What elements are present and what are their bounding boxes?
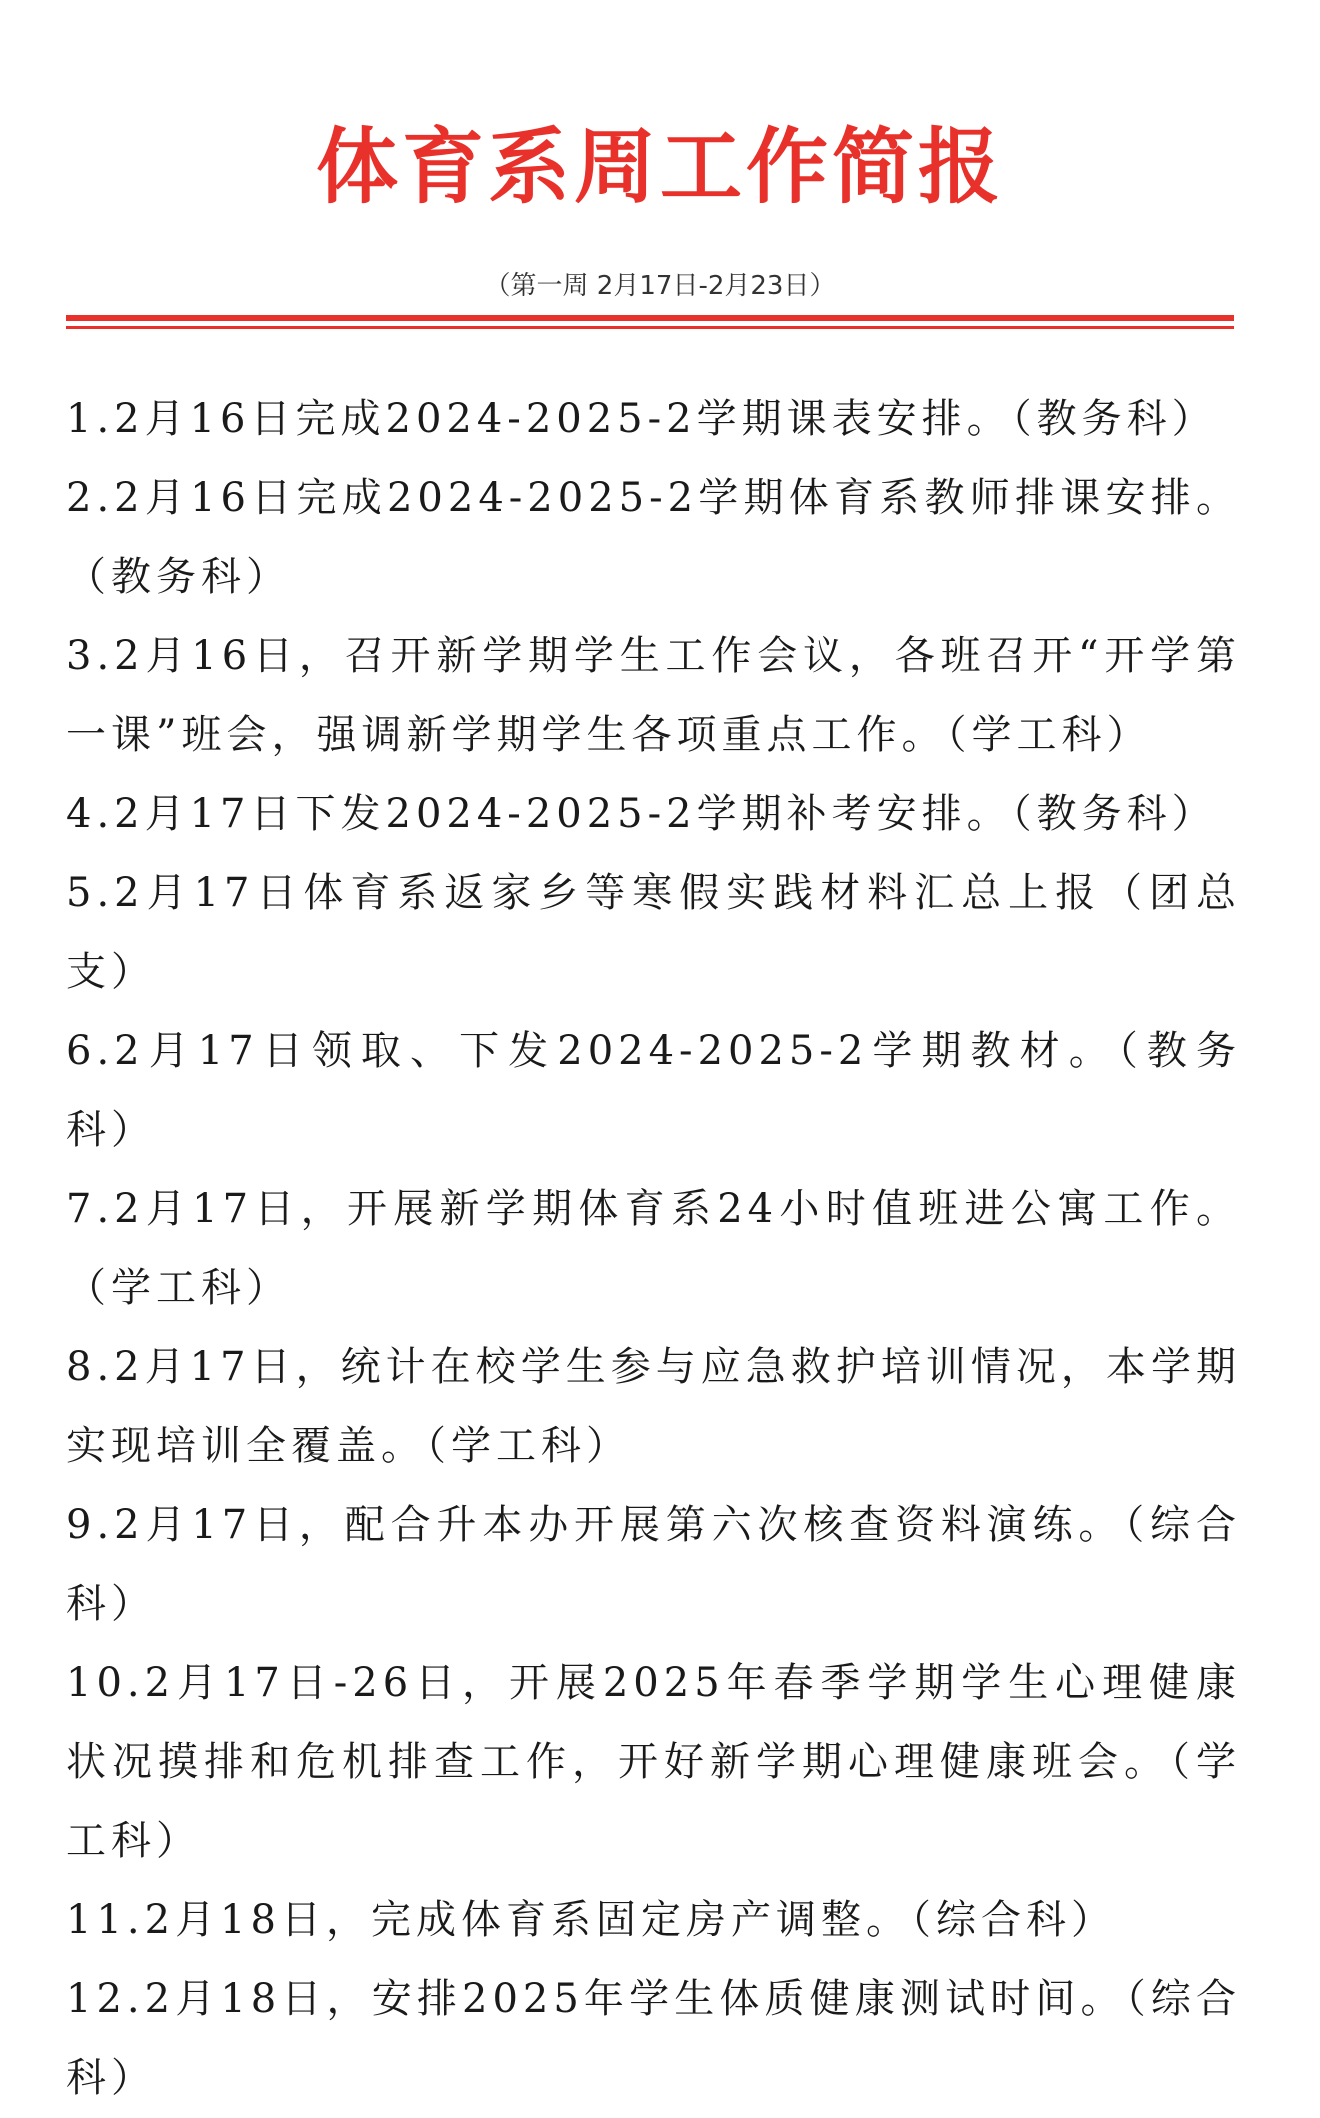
work-item-10: 10.2月17日-26日，开展2025年春季学期学生心理健康状况摸排和危机排查工作，开好新学期心理健康班会。（学工科）: [66, 1660, 1241, 1864]
work-item-1: 1.2月16日完成2024-2025-2学期课表安排。（教务科）: [66, 396, 1217, 442]
header-divider-thick: [66, 315, 1234, 321]
page-title: 体育系周工作简报: [315, 120, 1004, 215]
week-subtitle: （第一周 2月17日-2月23日）: [484, 271, 836, 301]
work-item-3: 3.2月16日，召开新学期学生工作会议，各班召开“开学第一课”班会，强调新学期学生各项重点工作。（学工科）: [66, 633, 1241, 758]
header-divider-thin: [66, 326, 1234, 329]
work-item-11: 11.2月18日，完成体育系固定房产调整。（综合科）: [66, 1897, 1116, 1943]
work-item-8: 8.2月17日，统计在校学生参与应急救护培训情况，本学期实现培训全覆盖。（学工科）: [66, 1344, 1241, 1469]
work-item-7: 7.2月17日，开展新学期体育系24小时值班进公寓工作。（学工科）: [66, 1186, 1241, 1311]
work-item-5: 5.2月17日体育系返家乡等寒假实践材料汇总上报（团总支）: [66, 870, 1241, 995]
work-item-4: 4.2月17日下发2024-2025-2学期补考安排。（教务科）: [66, 791, 1217, 837]
work-item-9: 9.2月17日，配合升本办开展第六次核查资料演练。（综合科）: [66, 1502, 1241, 1627]
work-item-6: 6.2月17日领取、下发2024-2025-2学期教材。（教务科）: [66, 1028, 1241, 1153]
work-item-2: 2.2月16日完成2024-2025-2学期体育系教师排课安排。（教务科）: [66, 475, 1241, 600]
work-item-12: 12.2月18日，安排2025年学生体质健康测试时间。（综合科）: [66, 1976, 1241, 2101]
work-item-list: [66, 380, 1241, 2118]
